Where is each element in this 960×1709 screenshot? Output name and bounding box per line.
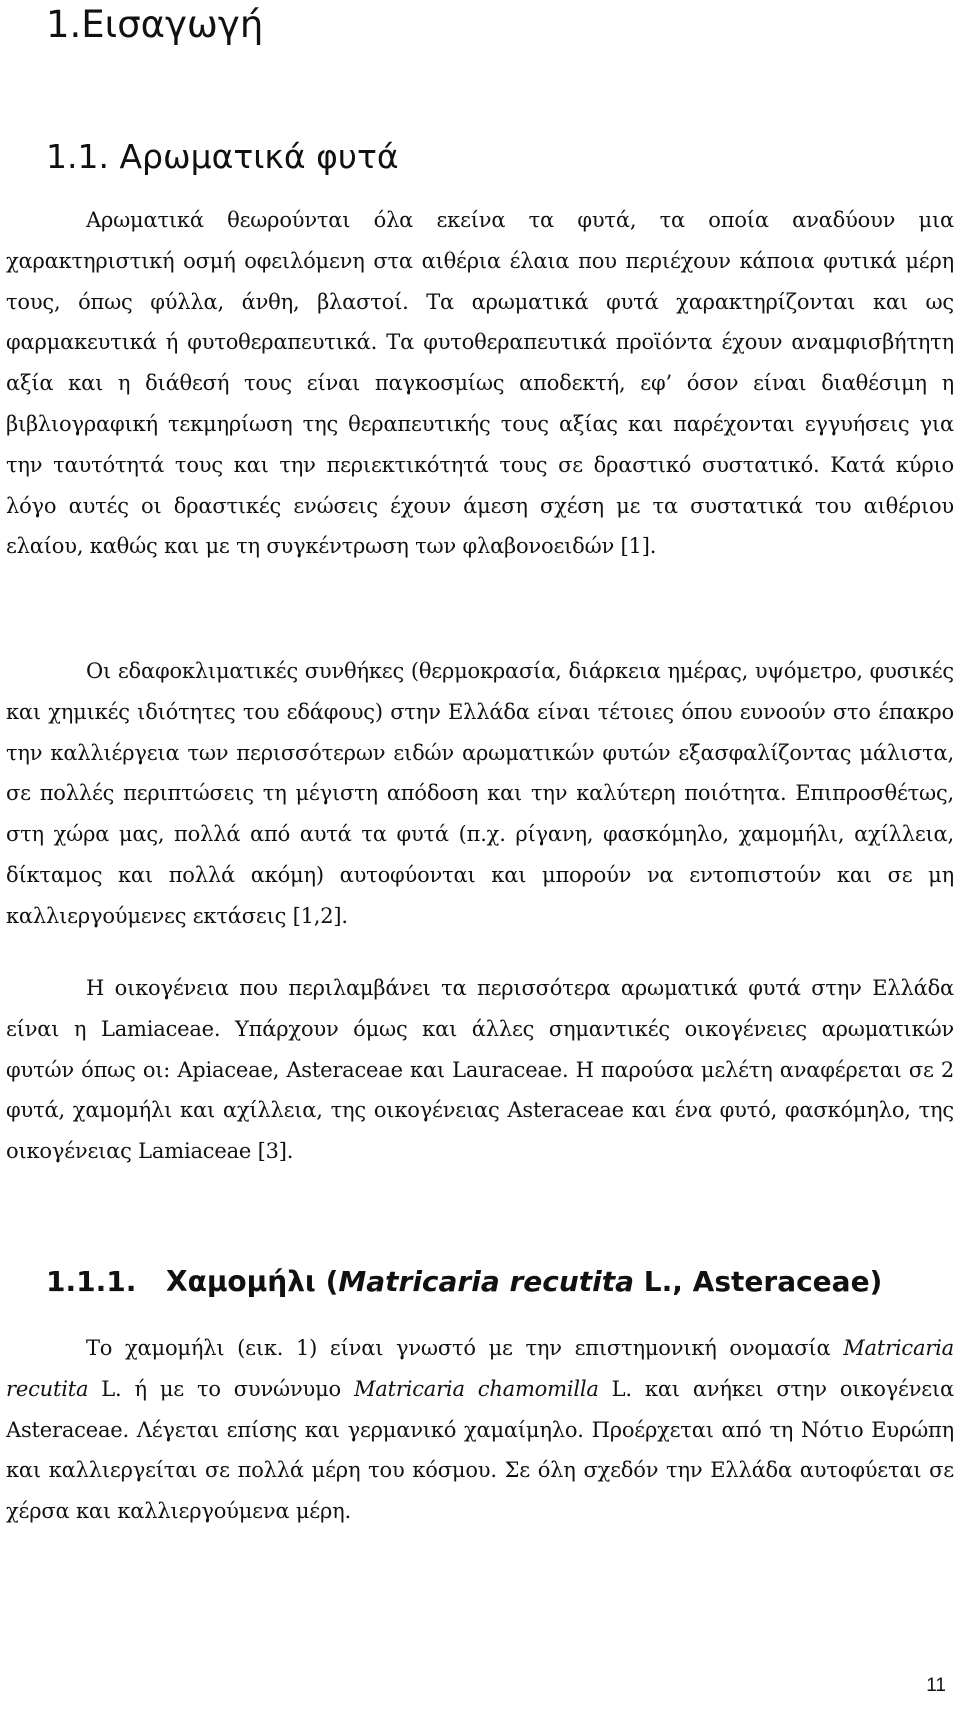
- chamomile-text-2: L. ή με το συνώνυμο: [88, 1376, 354, 1401]
- paragraph-aromatic-plants-intro: Αρωματικά θεωρούνται όλα εκείνα τα φυτά, τα οποία αναδύουν μια χαρακτηριστική οσμή οφειλόμενη στα αιθέρια έλαια που περιέχουν κάποια φυτικά μέρη τους, όπως φύλλα, άνθη, βλαστοί. Τα αρωματικά φυτά χαρακτηρίζονται και ως φαρμακευτικά ή φυτοθεραπευτικά. Τα φυτοθεραπευτικά προϊόντα έχουν αναμφισβήτητη αξία και η διάθεσή τους είναι παγκοσμίως αποδεκτή, εφ’ όσον είναι διαθέσιμη η βιβλιογραφική τεκμηρίωση της θεραπευτικής τους αξίας και παρέχονται εγγυήσεις για την ταυτότητά τους και την περιεκτικότητά τους σε δραστικό συστατικό. Κατά κύριο λόγο αυτές οι δραστικές ενώσεις έχουν άμεση σχέση με τα συστατικά του αιθέριου ελαίου, καθώς και με τη συγκέντρωση των φλαβονοειδών [1].: [6, 208, 954, 559]
- section-heading: 1.1. Αρωματικά φυτά: [46, 137, 399, 176]
- subsection-heading-chamomile: [46, 1262, 882, 1302]
- chamomile-text-3: L. και ανήκει στην οικογένεια Asteraceae. Λέγεται επίσης και γερμανικό χαμαίμηλο. Προέρχεται από τη Νότιο Ευρώπη και καλλιεργείται σε πολλά μέρη του κόσμου. Σε όλη σχεδόν την Ελλάδα αυτοφύεται σε χέρσα και καλλιεργούμενα μέρη.: [6, 1376, 954, 1524]
- species-name-chamomilla: Matricaria chamomilla: [354, 1376, 599, 1401]
- species-name-recutita: Matricaria recutita: [6, 1336, 954, 1401]
- paragraph-chamomile-description: [6, 1328, 954, 1532]
- paragraph-plant-families: Η οικογένεια που περιλαμβάνει τα περισσότερα αρωματικά φυτά στην Ελλάδα είναι η Lamiaceae. Υπάρχουν όμως και άλλες σημαντικές οικογένειες αρωματικών φυτών όπως οι: Apiaceae, Asteraceae και Lauraceae. Η παρούσα μελέτη αναφέρεται σε 2 φυτά, χαμομήλι και αχίλλεια, της οικογένειας Asteraceae και ένα φυτό, φασκόμηλο, της οικογένειας Lamiaceae [3].: [6, 976, 954, 1164]
- subsection-title-species: Matricaria recutita: [338, 1265, 635, 1298]
- subsection-title-suffix: L., Asteraceae): [634, 1265, 883, 1298]
- page-number: 11: [926, 1675, 946, 1696]
- subsection-number: 1.1.1.: [46, 1265, 137, 1298]
- paragraph-soil-climate-conditions: Οι εδαφοκλιματικές συνθήκες (θερμοκρασία, διάρκεια ημέρας, υψόμετρο, φυσικές και χημικές ιδιότητες του εδάφους) στην Ελλάδα είναι τέτοιες όπου ευνοούν στο έπακρο την καλλιέργεια των περισσότερων ειδών αρωματικών φυτών εξασφαλίζοντας μάλιστα, σε πολλές περιπτώσεις τη μέγιστη απόδοση και την καλύτερη ποιότητα. Επιπροσθέτως, στη χώρα μας, πολλά από αυτά τα φυτά (π.χ. ρίγανη, φασκόμηλο, χαμομήλι, αχίλλεια, δίκταμος και πολλά ακόμη) αυτοφύονται και μπορούν να εντοπιστούν και σε μη καλλιεργούμενες εκτάσεις [1,2].: [6, 659, 954, 928]
- chamomile-text-1: Το χαμομήλι (εικ. 1) είναι γνωστό με την επιστημονική ονομασία: [86, 1336, 844, 1360]
- subsection-title-prefix: Χαμομήλι (: [166, 1265, 339, 1298]
- chapter-heading: 1.Εισαγωγή: [46, 3, 264, 46]
